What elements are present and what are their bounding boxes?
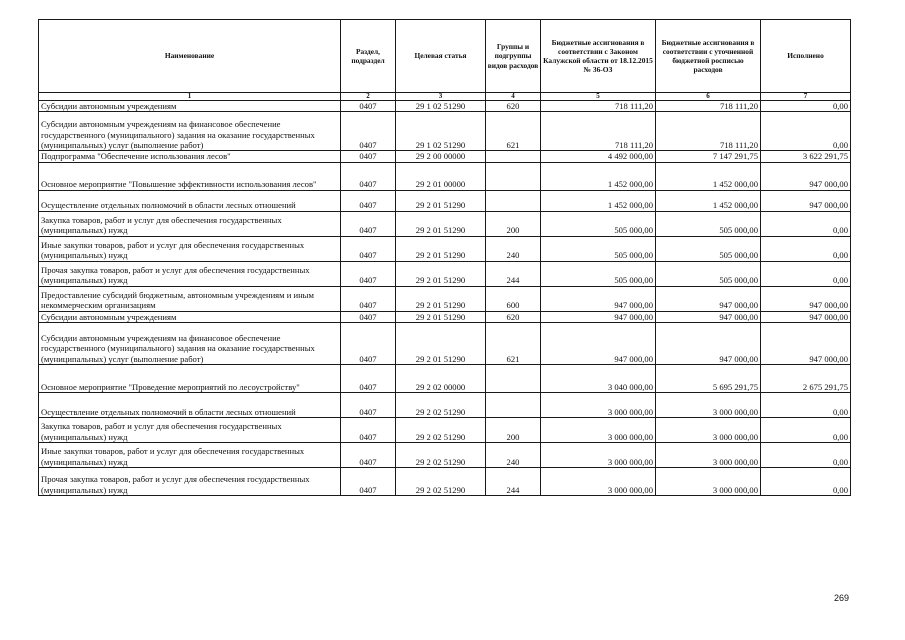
header-groups: Группы и подгруппы видов расходов: [486, 20, 541, 93]
row-section: 0407: [341, 286, 396, 311]
row-executed-amount: 0,00: [761, 393, 851, 418]
row-executed-amount: 947 000,00: [761, 286, 851, 311]
row-group: [486, 365, 541, 393]
row-law-amount: 3 000 000,00: [541, 468, 656, 496]
row-law-amount: 505 000,00: [541, 236, 656, 261]
row-executed-amount: 947 000,00: [761, 162, 851, 190]
row-law-amount: 3 000 000,00: [541, 393, 656, 418]
row-group: 200: [486, 211, 541, 236]
row-executed-amount: 0,00: [761, 468, 851, 496]
row-refined-amount: 505 000,00: [656, 236, 761, 261]
header-law: Бюджетные ассигнования в соответствии с Законом Калужской области от 18.12.2015 № 36-ОЗ: [541, 20, 656, 93]
row-refined-amount: 3 000 000,00: [656, 468, 761, 496]
row-refined-amount: 947 000,00: [656, 311, 761, 322]
row-group: 240: [486, 443, 541, 468]
table-row: [39, 365, 851, 393]
column-numbers-row: [39, 93, 851, 101]
row-section: 0407: [341, 365, 396, 393]
row-target: 29 2 02 51290: [396, 393, 486, 418]
column-number: 3: [396, 93, 486, 101]
row-group: 620: [486, 311, 541, 322]
table-row: [39, 261, 851, 286]
row-target: 29 2 01 51290: [396, 311, 486, 322]
table-row: [39, 323, 851, 365]
row-section: 0407: [341, 236, 396, 261]
row-group: 244: [486, 468, 541, 496]
header-section: Раздел, подраздел: [341, 20, 396, 93]
row-refined-amount: 5 695 291,75: [656, 365, 761, 393]
row-target: 29 2 02 00000: [396, 365, 486, 393]
row-law-amount: 3 000 000,00: [541, 443, 656, 468]
row-section: 0407: [341, 311, 396, 322]
row-executed-amount: 3 622 291,75: [761, 151, 851, 162]
row-target: 29 2 01 00000: [396, 162, 486, 190]
row-law-amount: 718 111,20: [541, 101, 656, 112]
column-number: 7: [761, 93, 851, 101]
table-row: [39, 468, 851, 496]
row-refined-amount: 3 000 000,00: [656, 443, 761, 468]
page-number: 269: [834, 593, 850, 603]
row-group: 244: [486, 261, 541, 286]
row-law-amount: 947 000,00: [541, 286, 656, 311]
row-name: Осуществление отдельных полномочий в области лесных отношений: [39, 393, 341, 418]
table-row: [39, 286, 851, 311]
row-executed-amount: 0,00: [761, 236, 851, 261]
row-group: [486, 190, 541, 211]
row-law-amount: 1 452 000,00: [541, 162, 656, 190]
header-name: Наименование: [39, 20, 341, 93]
table-row: [39, 112, 851, 151]
row-refined-amount: 947 000,00: [656, 323, 761, 365]
row-name: Прочая закупка товаров, работ и услуг для обеспечения государственных (муниципальных) нужд: [39, 261, 341, 286]
row-law-amount: 947 000,00: [541, 311, 656, 322]
table-row: [39, 211, 851, 236]
table-row: [39, 190, 851, 211]
row-refined-amount: 7 147 291,75: [656, 151, 761, 162]
header-refined: Бюджетные ассигнования в соответствии с уточненной бюджетной росписью расходов: [656, 20, 761, 93]
row-name: Субсидии автономным учреждениям: [39, 101, 341, 112]
row-law-amount: 3 040 000,00: [541, 365, 656, 393]
row-target: 29 2 01 51290: [396, 211, 486, 236]
row-refined-amount: 3 000 000,00: [656, 393, 761, 418]
row-law-amount: 3 000 000,00: [541, 418, 656, 443]
row-group: 240: [486, 236, 541, 261]
row-target: 29 2 02 51290: [396, 443, 486, 468]
row-name: Предоставление субсидий бюджетным, автономным учреждениям и иным некоммерческим организациям: [39, 286, 341, 311]
table-header-row: [39, 20, 851, 93]
row-group: 621: [486, 112, 541, 151]
row-law-amount: 505 000,00: [541, 261, 656, 286]
row-name: Основное мероприятие "Повышение эффективности использования лесов": [39, 162, 341, 190]
row-section: 0407: [341, 112, 396, 151]
row-executed-amount: 0,00: [761, 418, 851, 443]
row-law-amount: 1 452 000,00: [541, 190, 656, 211]
row-name: Подпрограмма "Обеспечение использования лесов": [39, 151, 341, 162]
row-section: 0407: [341, 261, 396, 286]
column-number: 6: [656, 93, 761, 101]
row-name: Иные закупки товаров, работ и услуг для обеспечения государственных (муниципальных) нужд: [39, 236, 341, 261]
row-name: Прочая закупка товаров, работ и услуг для обеспечения государственных (муниципальных) нужд: [39, 468, 341, 496]
column-number: 1: [39, 93, 341, 101]
table-row: [39, 418, 851, 443]
budget-table: [38, 19, 851, 496]
row-target: 29 2 01 51290: [396, 323, 486, 365]
row-group: [486, 393, 541, 418]
row-refined-amount: 947 000,00: [656, 286, 761, 311]
row-section: 0407: [341, 418, 396, 443]
row-name: Субсидии автономным учреждениям на финансовое обеспечение государственного (муниципального) задания на оказание государственных (муниципальных) услуг (выполнение работ): [39, 112, 341, 151]
row-name: Иные закупки товаров, работ и услуг для обеспечения государственных (муниципальных) нужд: [39, 443, 341, 468]
row-target: 29 2 01 51290: [396, 236, 486, 261]
row-law-amount: 947 000,00: [541, 323, 656, 365]
row-refined-amount: 1 452 000,00: [656, 162, 761, 190]
row-section: 0407: [341, 162, 396, 190]
row-target: 29 2 01 51290: [396, 286, 486, 311]
row-executed-amount: 0,00: [761, 101, 851, 112]
row-executed-amount: 0,00: [761, 112, 851, 151]
row-target: 29 2 01 51290: [396, 190, 486, 211]
row-name: Закупка товаров, работ и услуг для обеспечения государственных (муниципальных) нужд: [39, 418, 341, 443]
row-group: [486, 162, 541, 190]
row-law-amount: 505 000,00: [541, 211, 656, 236]
row-group: 621: [486, 323, 541, 365]
row-executed-amount: 0,00: [761, 261, 851, 286]
column-number: 5: [541, 93, 656, 101]
row-target: 29 1 02 51290: [396, 101, 486, 112]
row-law-amount: 4 492 000,00: [541, 151, 656, 162]
table-row: [39, 236, 851, 261]
row-name: Закупка товаров, работ и услуг для обеспечения государственных (муниципальных) нужд: [39, 211, 341, 236]
row-name: Основное мероприятие "Проведение мероприятий по лесоустройству": [39, 365, 341, 393]
row-refined-amount: 718 111,20: [656, 101, 761, 112]
row-target: 29 2 02 51290: [396, 468, 486, 496]
row-section: 0407: [341, 190, 396, 211]
table-row: [39, 162, 851, 190]
row-refined-amount: 1 452 000,00: [656, 190, 761, 211]
row-target: 29 2 02 51290: [396, 418, 486, 443]
table-row: [39, 311, 851, 322]
row-target: 29 1 02 51290: [396, 112, 486, 151]
row-group: 200: [486, 418, 541, 443]
row-name: Осуществление отдельных полномочий в области лесных отношений: [39, 190, 341, 211]
row-law-amount: 718 111,20: [541, 112, 656, 151]
row-executed-amount: 947 000,00: [761, 311, 851, 322]
column-number: 4: [486, 93, 541, 101]
row-name: Субсидии автономным учреждениям: [39, 311, 341, 322]
row-executed-amount: 947 000,00: [761, 323, 851, 365]
row-section: 0407: [341, 211, 396, 236]
row-executed-amount: 2 675 291,75: [761, 365, 851, 393]
row-section: 0407: [341, 393, 396, 418]
row-name: Субсидии автономным учреждениям на финансовое обеспечение государственного (муниципального) задания на оказание государственных (муниципальных) услуг (выполнение работ): [39, 323, 341, 365]
column-number: 2: [341, 93, 396, 101]
table-row: [39, 101, 851, 112]
row-refined-amount: 3 000 000,00: [656, 418, 761, 443]
table-row: [39, 443, 851, 468]
header-target: Целевая статья: [396, 20, 486, 93]
header-executed: Исполнено: [761, 20, 851, 93]
row-executed-amount: 0,00: [761, 211, 851, 236]
table-row: [39, 393, 851, 418]
row-section: 0407: [341, 323, 396, 365]
row-target: 29 2 00 00000: [396, 151, 486, 162]
row-group: [486, 151, 541, 162]
row-refined-amount: 718 111,20: [656, 112, 761, 151]
row-executed-amount: 0,00: [761, 443, 851, 468]
row-section: 0407: [341, 151, 396, 162]
row-refined-amount: 505 000,00: [656, 211, 761, 236]
row-section: 0407: [341, 468, 396, 496]
table-row: [39, 151, 851, 162]
row-group: 620: [486, 101, 541, 112]
row-executed-amount: 947 000,00: [761, 190, 851, 211]
row-group: 600: [486, 286, 541, 311]
row-section: 0407: [341, 101, 396, 112]
row-refined-amount: 505 000,00: [656, 261, 761, 286]
row-target: 29 2 01 51290: [396, 261, 486, 286]
row-section: 0407: [341, 443, 396, 468]
